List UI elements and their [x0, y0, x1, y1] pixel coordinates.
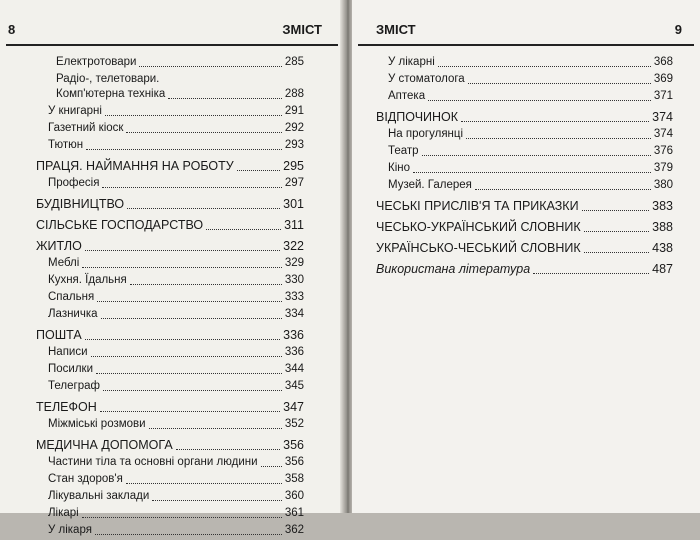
dot-leader [85, 250, 280, 251]
toc-entry-page: 438 [652, 241, 673, 255]
left-header-title: ЗМІСТ [282, 22, 322, 37]
toc-entry-page: 330 [284, 274, 304, 286]
toc-entry-label: Частини тіла та основні органи людини [48, 456, 258, 468]
toc-entry-page: 371 [653, 90, 673, 102]
left-header-rule [6, 44, 338, 46]
toc-entry-label: У лікарні [388, 56, 435, 68]
right-header-title: ЗМІСТ [376, 22, 416, 37]
toc-entry-page: 374 [653, 128, 673, 140]
toc-entry [376, 199, 673, 214]
toc-entry-label: Лікарі [48, 507, 79, 519]
dot-leader [91, 356, 282, 357]
toc-entry-label: УКРАЇНСЬКО-ЧЕСЬКИЙ СЛОВНИК [376, 241, 581, 255]
dot-leader [105, 115, 282, 116]
dot-leader [428, 100, 651, 101]
toc-entry-page: 369 [653, 73, 673, 85]
right-header-rule [358, 44, 694, 46]
toc-entry-page: 322 [283, 239, 304, 253]
toc-entry-label: Кіно [388, 162, 411, 174]
dot-leader [438, 66, 651, 67]
toc-entry [36, 472, 304, 487]
toc-entry-label: ВІДПОЧИНОК [376, 110, 459, 124]
toc-entry-label: На прогулянці [388, 128, 464, 140]
toc-entry-label: ТЕЛЕФОН [36, 400, 97, 414]
dot-leader [85, 339, 280, 340]
toc-entry-label: Лікувальні заклади [48, 490, 150, 502]
toc-entry [36, 307, 304, 322]
toc-entry-label: Театр [388, 145, 419, 157]
toc-entry-label: У книгарні [48, 105, 102, 117]
dot-leader [103, 390, 282, 391]
toc-entry [36, 362, 304, 377]
toc-entry-page: 362 [284, 524, 304, 536]
toc-entry [376, 241, 673, 256]
dot-leader [86, 149, 282, 150]
toc-entry-page: 380 [653, 179, 673, 191]
toc-entry-page: 297 [284, 177, 304, 189]
dot-leader [237, 170, 280, 171]
toc-entry [36, 197, 304, 212]
toc-entry-page: 329 [284, 257, 304, 269]
toc-entry-label: ЧЕСЬКО-УКРАЇНСЬКИЙ СЛОВНИК [376, 220, 581, 234]
toc-entry-label: Написи [48, 346, 88, 358]
toc-entry [36, 290, 304, 305]
toc-entry [36, 328, 304, 343]
toc-entry [36, 523, 304, 538]
dot-leader [102, 187, 281, 188]
toc-entry-label: Електротовари [56, 56, 137, 68]
toc-entry [376, 110, 673, 125]
toc-entry-page: 368 [653, 56, 673, 68]
left-page-number: 8 [8, 22, 16, 37]
dot-leader [152, 500, 282, 501]
dot-leader [413, 172, 651, 173]
dot-leader [168, 98, 282, 99]
toc-entry-page: 376 [653, 145, 673, 157]
dot-leader [126, 483, 282, 484]
right-page [352, 0, 700, 513]
toc-entry-label: У лікаря [48, 524, 92, 536]
toc-entry-label: У стоматолога [388, 73, 465, 85]
toc-entry-label: Телеграф [48, 380, 100, 392]
toc-entry [376, 72, 673, 87]
toc-entry-page: 345 [284, 380, 304, 392]
toc-entry [376, 178, 673, 193]
dot-leader [582, 210, 650, 211]
dot-leader [97, 301, 282, 302]
toc-entry [36, 455, 304, 470]
toc-entry-page: 344 [284, 363, 304, 375]
toc-entry-label: МЕДИЧНА ДОПОМОГА [36, 438, 173, 452]
toc-entry-page: 285 [284, 56, 304, 68]
toc-entry-label: Спальня [48, 291, 95, 303]
toc-entry [36, 55, 304, 70]
toc-entry-page: 358 [284, 473, 304, 485]
toc-entry-label: Меблі [48, 257, 80, 269]
dot-leader [130, 284, 282, 285]
toc-entry [36, 438, 304, 453]
toc-entry [376, 220, 673, 235]
toc-entry-label: Кухня. Їдальня [48, 274, 127, 286]
dot-leader [206, 229, 281, 230]
toc-entry [36, 379, 304, 394]
dot-leader [584, 231, 650, 232]
dot-leader [139, 66, 281, 67]
toc-entry [36, 506, 304, 521]
toc-entry-page: 487 [652, 262, 673, 276]
toc-entry-label: Професія [48, 177, 100, 189]
toc-entry-page: 336 [284, 346, 304, 358]
toc-entry [36, 345, 304, 360]
toc-entry [36, 256, 304, 271]
toc-entry-page: 374 [652, 110, 673, 124]
toc-entry-label: Використана література [376, 262, 531, 276]
toc-entry [36, 121, 304, 136]
dot-leader [533, 273, 649, 274]
toc-entry-label: ПРАЦЯ. НАЙМАННЯ НА РОБОТУ [36, 159, 234, 173]
toc-entry-page: 334 [284, 308, 304, 320]
toc-entry-label: СІЛЬСЬКЕ ГОСПОДАРСТВО [36, 218, 204, 232]
dot-leader [461, 121, 649, 122]
dot-leader [422, 155, 651, 156]
right-toc-list [376, 55, 673, 279]
toc-entry [36, 72, 304, 102]
toc-entry-page: 347 [283, 400, 304, 414]
right-page-number: 9 [674, 22, 682, 37]
dot-leader [466, 138, 651, 139]
dot-leader [96, 373, 282, 374]
toc-entry [376, 144, 673, 159]
toc-entry [376, 262, 673, 277]
dot-leader [101, 318, 282, 319]
dot-leader [475, 189, 651, 190]
toc-entry [36, 138, 304, 153]
toc-entry-label: Музей. Галерея [388, 179, 472, 191]
toc-entry-label: ЧЕСЬКІ ПРИСЛІВ'Я ТА ПРИКАЗКИ [376, 199, 579, 213]
dot-leader [149, 428, 282, 429]
toc-entry-label: Міжміські розмови [48, 418, 146, 430]
toc-entry-page: 291 [284, 105, 304, 117]
dot-leader [584, 252, 650, 253]
toc-entry-label: Стан здоров'я [48, 473, 123, 485]
toc-entry [36, 159, 304, 174]
left-page [0, 0, 344, 536]
toc-entry-page: 288 [284, 88, 304, 100]
toc-entry-page: 352 [284, 418, 304, 430]
dot-leader [82, 267, 282, 268]
toc-entry-label: Посилки [48, 363, 94, 375]
dot-leader [82, 517, 282, 518]
dot-leader [261, 466, 282, 467]
toc-entry-page: 361 [284, 507, 304, 519]
toc-entry-label: ПОШТА [36, 328, 82, 342]
dot-leader [127, 208, 280, 209]
toc-entry-page: 333 [284, 291, 304, 303]
toc-entry [376, 127, 673, 142]
toc-entry [376, 89, 673, 104]
toc-entry-page: 311 [284, 218, 304, 232]
toc-entry-label: Газетний кіоск [48, 122, 124, 134]
dot-leader [468, 83, 651, 84]
toc-entry [36, 273, 304, 288]
toc-entry-label: Лазничка [48, 308, 98, 320]
toc-entry-page: 292 [284, 122, 304, 134]
toc-entry-page: 360 [284, 490, 304, 502]
toc-entry-label: Радіо-, телетовари. Комп'ютерна техніка [56, 73, 166, 100]
toc-entry-page: 388 [652, 220, 673, 234]
toc-entry [36, 104, 304, 119]
dot-leader [100, 411, 280, 412]
toc-entry-page: 379 [653, 162, 673, 174]
toc-entry [36, 400, 304, 415]
left-running-header [0, 22, 344, 46]
toc-entry [376, 55, 673, 70]
toc-entry-page: 336 [283, 328, 304, 342]
toc-entry [36, 417, 304, 432]
toc-entry-label: БУДІВНИЦТВО [36, 197, 125, 211]
dot-leader [95, 534, 282, 535]
dot-leader [126, 132, 281, 133]
toc-entry [376, 161, 673, 176]
toc-entry [36, 239, 304, 254]
toc-entry-page: 295 [283, 159, 304, 173]
toc-entry-page: 356 [284, 456, 304, 468]
toc-entry-label: Аптека [388, 90, 426, 102]
dot-leader [176, 449, 280, 450]
toc-entry-label: ЖИТЛО [36, 239, 82, 253]
toc-entry-label: Тютюн [48, 139, 84, 151]
left-toc-list [36, 55, 304, 540]
toc-entry [36, 489, 304, 504]
toc-entry-page: 356 [283, 438, 304, 452]
toc-entry [36, 218, 304, 233]
right-running-header [352, 22, 700, 46]
toc-entry [36, 176, 304, 191]
toc-entry-page: 293 [284, 139, 304, 151]
toc-entry-page: 301 [283, 197, 304, 211]
toc-entry-page: 383 [652, 199, 673, 213]
